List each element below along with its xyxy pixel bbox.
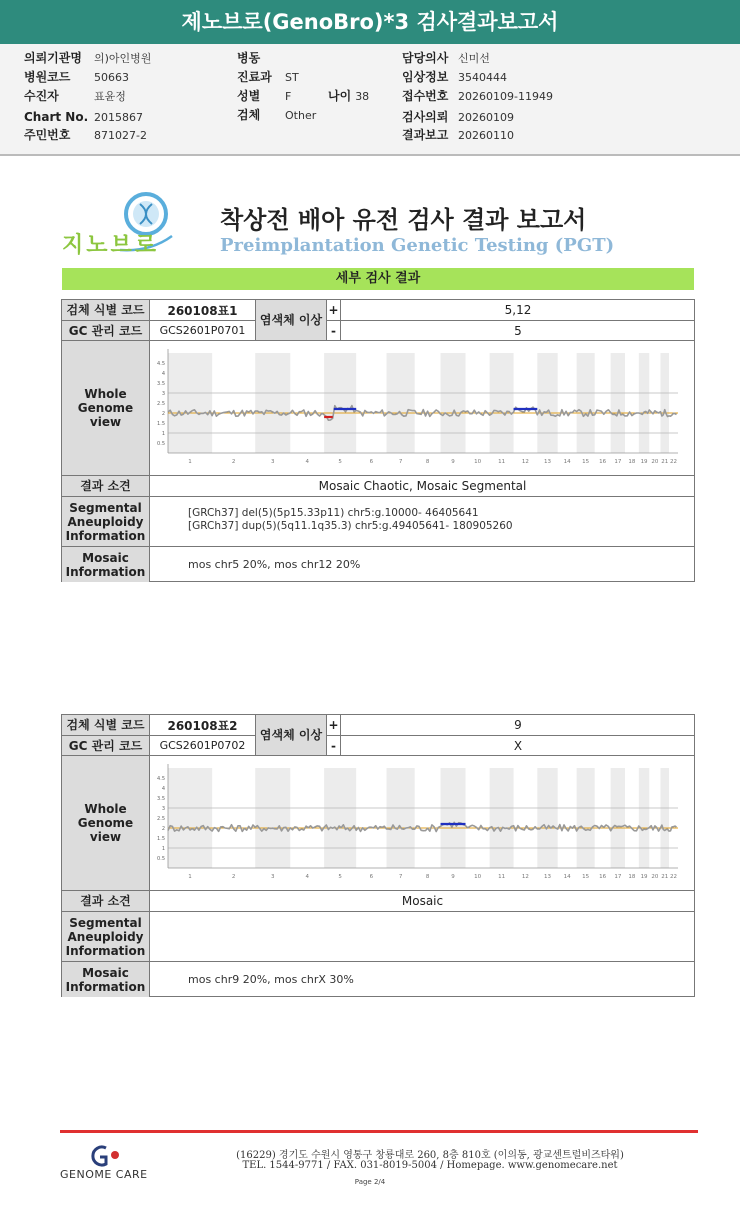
- chromosome-band: [577, 768, 595, 868]
- x-tick-label: 21: [661, 459, 669, 465]
- chromosome-band: [639, 353, 649, 453]
- chromosome-band: [537, 353, 557, 453]
- y-tick-label: 2: [161, 411, 165, 417]
- loss-chromosomes: 5: [341, 321, 695, 341]
- chromosome-band: [324, 353, 356, 453]
- footer-contact: TEL. 1544-9771 / FAX. 031-8019-5004 / Homepage. www.genomecare.net: [242, 1160, 618, 1171]
- x-tick-label: 8: [425, 874, 430, 880]
- y-tick-label: 1: [161, 431, 165, 437]
- chromosome-band: [490, 768, 514, 868]
- chromosome-band: [255, 353, 290, 453]
- x-tick-label: 18: [628, 874, 636, 880]
- finding-value: Mosaic Chaotic, Mosaic Segmental: [150, 476, 695, 497]
- report-header-title: 제노브로(GenoBro)*3 검사결과보고서: [0, 0, 740, 44]
- segmental-info: [150, 497, 695, 547]
- x-tick-label: 12: [521, 459, 529, 465]
- sex-field: 성별 F: [237, 89, 292, 103]
- y-tick-label: 1.5: [157, 836, 165, 842]
- x-tick-label: 19: [640, 459, 648, 465]
- gc-code-label: GC 관리 코드: [62, 736, 150, 756]
- x-tick-label: 17: [614, 459, 622, 465]
- x-tick-label: 11: [498, 459, 506, 465]
- y-tick-label: 3: [161, 391, 165, 397]
- x-tick-label: 20: [651, 874, 659, 880]
- loss-sign: -: [327, 736, 341, 756]
- chromosome-band: [611, 353, 625, 453]
- x-tick-label: 20: [651, 459, 659, 465]
- y-tick-label: 2.5: [157, 401, 165, 407]
- gain-sign: +: [327, 300, 341, 321]
- hospital-code-field: 병원코드 50663: [24, 70, 129, 84]
- sample-result-table-2: [61, 714, 695, 997]
- chromosome-band: [441, 768, 466, 868]
- patient-info-panel: [0, 44, 740, 156]
- chromosome-band: [639, 768, 649, 868]
- y-tick-label: 0.5: [157, 441, 165, 447]
- x-tick-label: 6: [369, 459, 374, 465]
- x-tick-label: 13: [543, 459, 551, 465]
- segmental-label: Segmental Aneuploidy Information: [62, 497, 150, 547]
- x-tick-label: 6: [369, 874, 374, 880]
- x-tick-label: 2: [231, 874, 236, 880]
- x-tick-label: 15: [582, 459, 590, 465]
- y-tick-label: 1.5: [157, 421, 165, 427]
- chromosome-band: [537, 768, 557, 868]
- y-tick-label: 3: [161, 806, 165, 812]
- chromosome-band: [577, 353, 595, 453]
- gc-code-value: GCS2601P0702: [150, 736, 256, 756]
- y-tick-label: 4.5: [157, 361, 165, 367]
- x-tick-label: 4: [305, 459, 309, 465]
- sample-id-label: 검체 식별 코드: [62, 300, 150, 321]
- collector-field: 수진자 표윤정: [24, 89, 126, 103]
- x-tick-label: 15: [582, 874, 590, 880]
- x-tick-label: 22: [669, 874, 677, 880]
- segmental-line: [GRCh37] dup(5)(5q11.1q35.3) chr5:g.49405641- 180905260: [188, 520, 513, 532]
- institution-field: 의뢰기관명 의)아인병원: [24, 51, 152, 65]
- finding-label: 결과 소견: [62, 891, 150, 912]
- report-date-field: 결과보고 20260110: [402, 128, 514, 142]
- chromosome-band: [386, 353, 414, 453]
- x-tick-label: 14: [563, 459, 571, 465]
- genome-copy-number-plot: [150, 756, 695, 891]
- segmental-label: Segmental Aneuploidy Information: [62, 912, 150, 962]
- x-tick-label: 16: [599, 459, 607, 465]
- y-tick-label: 3.5: [157, 381, 165, 387]
- mosaic-info: mos chr9 20%, mos chrX 30%: [188, 973, 354, 986]
- doctor-field: 담당의사 신미선: [402, 51, 490, 65]
- y-tick-label: 4: [161, 786, 165, 792]
- y-tick-label: 2: [161, 826, 165, 832]
- chrom-abnormality-label: 염색체 이상: [256, 715, 327, 756]
- section-header: 세부 검사 결과: [62, 268, 694, 290]
- y-tick-label: 4: [161, 371, 165, 377]
- x-tick-label: 7: [398, 874, 403, 880]
- chrom-abnormality-label: 염색체 이상: [256, 300, 327, 341]
- chromosome-band: [611, 768, 625, 868]
- x-tick-label: 9: [451, 459, 455, 465]
- department-field: 진료과 ST: [237, 70, 299, 84]
- x-tick-label: 7: [398, 459, 403, 465]
- gc-code-label: GC 관리 코드: [62, 321, 150, 341]
- genobro-logo-text: 지노브로: [62, 233, 160, 258]
- gain-chromosomes: 5,12: [341, 300, 695, 321]
- x-tick-label: 19: [640, 874, 648, 880]
- whole-genome-view-label: Whole Genome view: [62, 756, 150, 891]
- gain-chromosomes: 9: [341, 715, 695, 736]
- y-tick-label: 1: [161, 846, 165, 852]
- y-tick-label: 3.5: [157, 796, 165, 802]
- genome-care-name: GENOME CARE: [60, 1168, 148, 1181]
- genome-copy-number-plot: [150, 341, 695, 476]
- x-tick-label: 4: [305, 874, 309, 880]
- x-tick-label: 10: [474, 459, 482, 465]
- chromosome-band: [386, 768, 414, 868]
- x-tick-label: 2: [231, 459, 236, 465]
- chart-no-field: Chart No. 2015867: [24, 110, 143, 124]
- mosaic-label: Mosaic Information: [62, 547, 150, 582]
- sample-id-value: 260108표1: [150, 300, 256, 321]
- segmental-line: [GRCh37] del(5)(5p15.33p11) chr5:g.10000- 46405641: [188, 507, 479, 519]
- chromosome-band: [168, 768, 212, 868]
- x-tick-label: 21: [661, 874, 669, 880]
- chromosome-band: [324, 768, 356, 868]
- finding-label: 결과 소견: [62, 476, 150, 497]
- mosaic-info: mos chr5 20%, mos chr12 20%: [188, 558, 361, 571]
- x-tick-label: 5: [338, 459, 342, 465]
- page-number: Page 2/4: [354, 1178, 386, 1186]
- finding-value: Mosaic: [150, 891, 695, 912]
- loss-chromosomes: X: [341, 736, 695, 756]
- x-tick-label: 14: [563, 874, 571, 880]
- x-tick-label: 22: [669, 459, 677, 465]
- request-date-field: 검사의뢰 20260109: [402, 110, 514, 124]
- x-tick-label: 9: [451, 874, 455, 880]
- report-title: 착상전 배아 유전 검사 결과 보고서: [220, 206, 587, 234]
- chromosome-band: [441, 353, 466, 453]
- x-tick-label: 16: [599, 874, 607, 880]
- chromosome-band: [660, 353, 669, 453]
- y-tick-label: 0.5: [157, 856, 165, 862]
- y-tick-label: 2.5: [157, 816, 165, 822]
- x-tick-label: 8: [425, 459, 430, 465]
- x-tick-label: 11: [498, 874, 506, 880]
- x-tick-label: 5: [338, 874, 342, 880]
- specimen-field: 검체 Other: [237, 108, 317, 122]
- resident-no-field: 주민번호 871027-2: [24, 128, 147, 142]
- x-tick-label: 3: [270, 874, 275, 880]
- clinical-info-field: 임상정보 3540444: [402, 70, 507, 84]
- sample-id-value: 260108표2: [150, 715, 256, 736]
- sample-result-table-1: [61, 299, 695, 582]
- genome-plot-cell: [150, 341, 695, 476]
- gc-code-value: GCS2601P0701: [150, 321, 256, 341]
- x-tick-label: 13: [543, 874, 551, 880]
- footer-address: (16229) 경기도 수원시 영통구 창룡대로 260, 8층 810호 (이의동, 광교센트럴비즈타워): [236, 1150, 624, 1161]
- x-tick-label: 12: [521, 874, 529, 880]
- x-tick-label: 1: [188, 459, 192, 465]
- loss-sign: -: [327, 321, 341, 341]
- x-tick-label: 3: [270, 459, 275, 465]
- chromosome-band: [660, 768, 669, 868]
- chromosome-band: [490, 353, 514, 453]
- chromosome-band: [255, 768, 290, 868]
- x-tick-label: 1: [188, 874, 192, 880]
- whole-genome-view-label: Whole Genome view: [62, 341, 150, 476]
- genome-plot-cell: [150, 756, 695, 891]
- x-tick-label: 10: [474, 874, 482, 880]
- sample-id-label: 검체 식별 코드: [62, 715, 150, 736]
- chromosome-band: [168, 353, 212, 453]
- copy-number-trace: [168, 822, 677, 831]
- x-tick-label: 18: [628, 459, 636, 465]
- report-subtitle: Preimplantation Genetic Testing (PGT): [220, 235, 615, 256]
- gain-sign: +: [327, 715, 341, 736]
- ward-field: 병동: [237, 51, 261, 65]
- age-field: 나이 38: [328, 89, 370, 103]
- segmental-info: [150, 912, 695, 962]
- y-tick-label: 4.5: [157, 776, 165, 782]
- mosaic-label: Mosaic Information: [62, 962, 150, 997]
- footer-divider: [60, 1130, 698, 1133]
- receipt-no-field: 접수번호 20260109-11949: [402, 89, 553, 103]
- x-tick-label: 17: [614, 874, 622, 880]
